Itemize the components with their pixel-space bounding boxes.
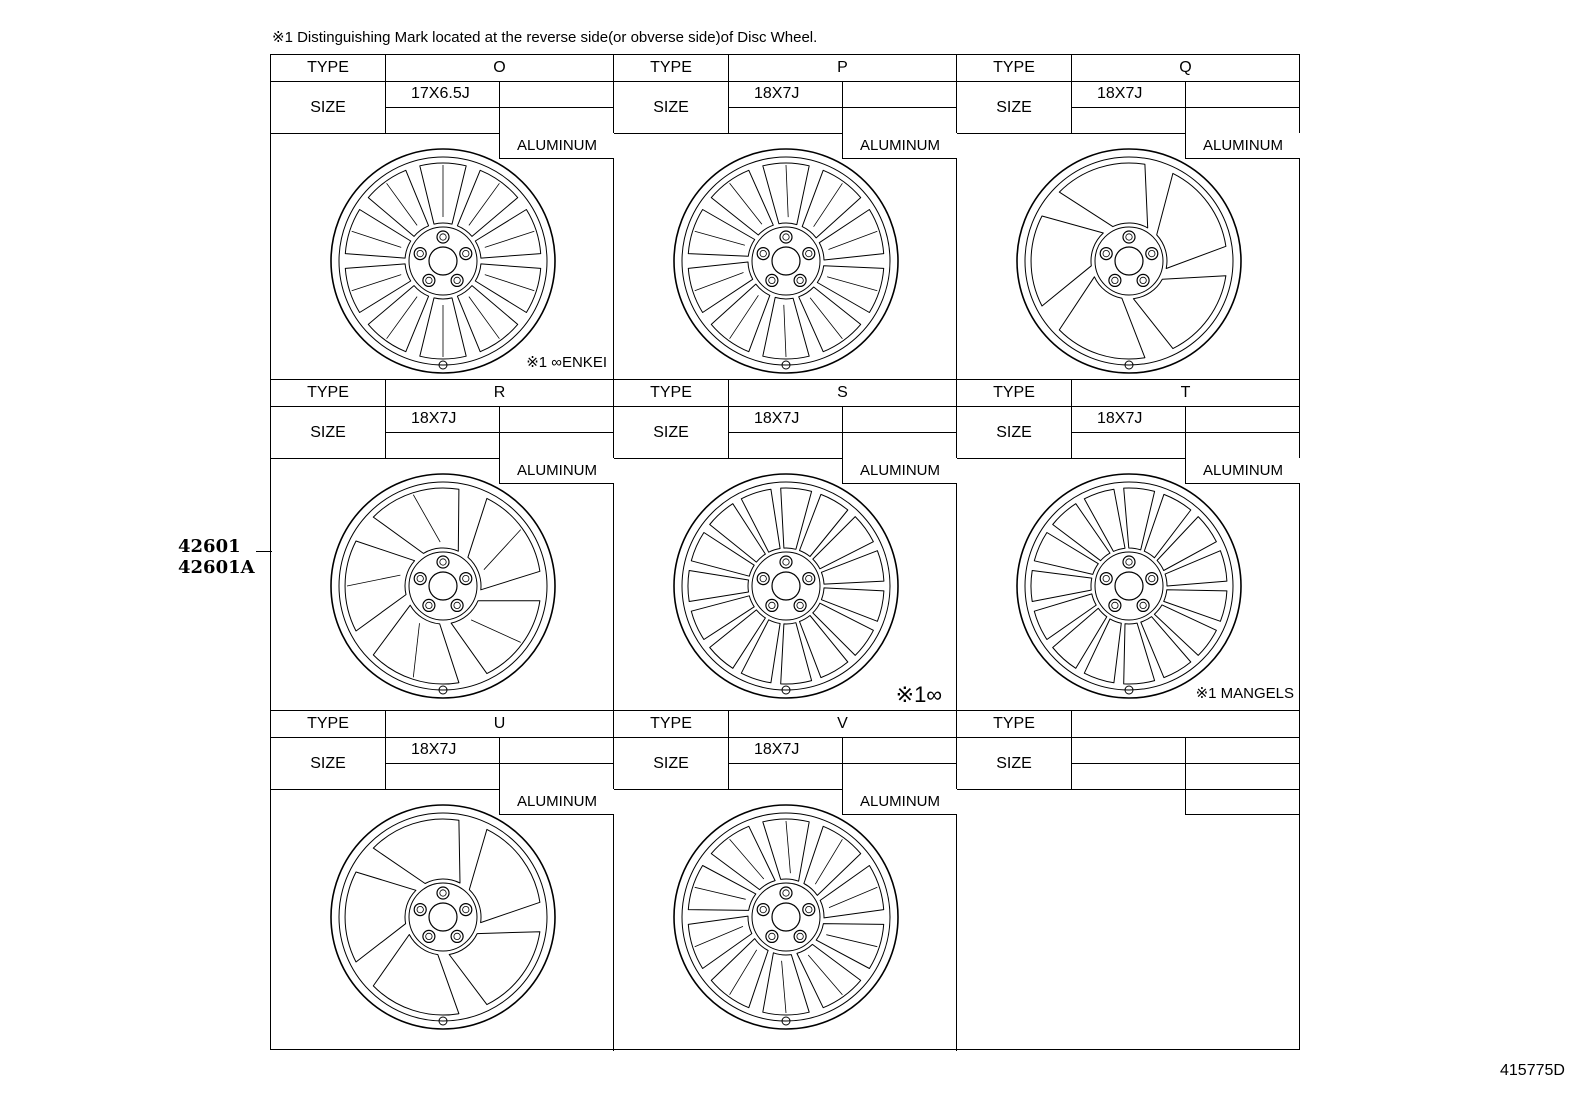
lug-nut [794, 930, 806, 942]
type-label: TYPE [993, 715, 1035, 732]
type-value: O [493, 59, 506, 76]
lug-nut-inner [805, 250, 811, 256]
type-label: TYPE [307, 384, 349, 401]
lug-nut-inner [462, 575, 468, 581]
part-number-callout [178, 536, 255, 578]
size-column-divider [499, 737, 500, 789]
spoke-window [819, 210, 883, 261]
size-value: 18X7J [754, 85, 800, 102]
lug-nut [414, 904, 426, 916]
center-bore [429, 572, 457, 600]
size-label: SIZE [310, 99, 346, 116]
lug-nut-inner [453, 933, 459, 939]
center-bore [429, 903, 457, 931]
center-bore [1115, 247, 1143, 275]
spoke-window [373, 935, 459, 1016]
lug-nut [422, 930, 434, 942]
lug-nut-inner [425, 602, 431, 608]
lug-nut [1137, 274, 1149, 286]
wheel-cell-u [271, 711, 614, 1051]
spoke-edge-line [347, 575, 400, 586]
lug-nut [757, 573, 769, 585]
size-label: SIZE [996, 755, 1032, 772]
lug-nut-inner [796, 277, 802, 283]
lug-nut-inner [425, 277, 431, 283]
spoke-edge-line [694, 926, 742, 946]
lug-nut [780, 887, 792, 899]
center-bore [429, 247, 457, 275]
type-value: R [493, 384, 506, 401]
hub-outer [1095, 227, 1163, 295]
lug-nut [459, 904, 471, 916]
size-column-divider [842, 81, 843, 133]
lug-nut-inner [462, 906, 468, 912]
lug-nut [802, 248, 814, 260]
lug-nut-inner [1125, 559, 1131, 565]
spoke-edge-line [484, 275, 534, 291]
spoke-window [469, 829, 540, 922]
wheel-drawing-u [327, 801, 559, 1033]
spoke-window [709, 504, 765, 562]
size-label: SIZE [653, 424, 689, 441]
type-label: TYPE [650, 715, 692, 732]
wheel-drawing-o [327, 145, 559, 377]
spoke-window [812, 517, 873, 569]
spoke-window [373, 488, 459, 553]
lug-nut [802, 573, 814, 585]
spoke-window [1059, 277, 1145, 359]
type-value: S [837, 384, 848, 401]
spoke-edge-line [786, 165, 788, 217]
type-value: V [837, 715, 848, 732]
lug-nut [414, 248, 426, 260]
spoke-edge-line [413, 495, 440, 542]
hub-outer [1095, 552, 1163, 620]
spoke-window [812, 603, 873, 655]
lug-nut [757, 248, 769, 260]
spoke-window [345, 210, 410, 259]
spoke-edge-line [813, 183, 842, 226]
lug-nut-inner [805, 906, 811, 912]
type-label: TYPE [307, 59, 349, 76]
rim-outer [1017, 474, 1241, 698]
rim-inner [339, 813, 547, 1021]
lug-nut-inner [768, 933, 774, 939]
lug-nut [451, 599, 463, 611]
wheel-cell-blank [957, 711, 1300, 1051]
spoke-edge-line [694, 887, 745, 899]
lug-nut-inner [782, 890, 788, 896]
spoke-edge-line [468, 297, 499, 339]
center-bore [772, 572, 800, 600]
material-label: ALUMINUM [842, 789, 957, 815]
size-value: 18X7J [411, 410, 457, 427]
spoke-window [1084, 619, 1121, 683]
spoke-edge-line [694, 231, 744, 245]
spoke-edge-line [351, 231, 401, 247]
wheel-cell-p [614, 55, 957, 380]
wheel-cell-v [614, 711, 957, 1051]
lug-nut [422, 274, 434, 286]
rim-outer [331, 805, 555, 1029]
spoke-window [820, 866, 884, 918]
spoke-window [449, 932, 540, 1005]
lug-nut-inner [439, 890, 445, 896]
type-value: Q [1179, 59, 1192, 76]
lug-nut [459, 248, 471, 260]
lug-nut-inner [782, 559, 788, 565]
spoke-window [688, 210, 754, 257]
spoke-window [762, 819, 808, 881]
spoke-edge-line [829, 887, 877, 907]
spoke-window [821, 551, 884, 584]
rim-inner [339, 482, 547, 690]
label-column-divider [1071, 711, 1072, 789]
lug-nut-inner [1139, 277, 1145, 283]
drawing-id: 415775D [1500, 1062, 1565, 1079]
lug-nut [437, 231, 449, 243]
type-label: TYPE [650, 59, 692, 76]
lug-nut-inner [1148, 250, 1154, 256]
size-value: 18X7J [1097, 85, 1143, 102]
spoke-window [1123, 623, 1154, 684]
spoke-edge-line [783, 305, 785, 357]
type-value: U [493, 715, 506, 732]
size-label: SIZE [310, 424, 346, 441]
spoke-window [1156, 173, 1225, 268]
material-label: ALUMINUM [499, 133, 614, 159]
spoke-window [1031, 216, 1103, 306]
spoke-window [741, 489, 780, 552]
spoke-window [799, 616, 847, 678]
spoke-window [1163, 590, 1226, 622]
spoke-edge-line [386, 297, 417, 339]
rim-inner [682, 813, 890, 1021]
spoke-edge-line [729, 950, 756, 995]
rim-inner [1025, 157, 1233, 365]
center-bore [1115, 572, 1143, 600]
spoke-window [467, 498, 539, 589]
rim-inner [1025, 482, 1233, 690]
spoke-edge-line [786, 821, 790, 873]
wheel-drawing-q [1013, 145, 1245, 377]
spoke-window [821, 588, 884, 621]
part-number-42601: 42601 [178, 536, 241, 557]
lug-nut [422, 599, 434, 611]
spoke-edge-line [471, 620, 521, 643]
type-label: TYPE [650, 384, 692, 401]
type-row-divider [957, 81, 1300, 82]
size-column-divider [842, 406, 843, 458]
spoke-window [817, 266, 883, 313]
type-row-divider [957, 406, 1300, 407]
wheel-cell-q [957, 55, 1300, 380]
spoke-window [373, 605, 459, 684]
lug-nut-inner [453, 277, 459, 283]
lug-nut [1108, 599, 1120, 611]
distinguishing-mark-note: ※1 Distinguishing Mark located at the reverse side(or obverse side)of Disc Wheel. [272, 29, 818, 46]
spoke-window [1052, 504, 1109, 561]
spoke-edge-line [484, 231, 534, 247]
type-value: T [1180, 384, 1191, 401]
wheel-drawing-p [670, 145, 902, 377]
lug-nut [1123, 556, 1135, 568]
wheel-cell-o [271, 55, 614, 380]
rim-inner [682, 482, 890, 690]
lug-nut [802, 904, 814, 916]
spoke-edge-line [483, 530, 520, 570]
type-value: P [837, 59, 848, 76]
type-row-divider [614, 81, 957, 82]
spoke-window [762, 953, 808, 1015]
size-column-divider [499, 81, 500, 133]
material-label: ALUMINUM [1185, 458, 1300, 484]
lug-nut [780, 556, 792, 568]
rim-outer [331, 474, 555, 698]
size-column-divider [1185, 406, 1186, 458]
lug-nut-inner [417, 906, 423, 912]
hub-outer [409, 227, 477, 295]
spoke-window [1034, 533, 1098, 575]
lug-nut [1145, 248, 1157, 260]
size-label: SIZE [653, 99, 689, 116]
distinguishing-mark: ※1∞ [895, 682, 942, 707]
lug-nut [1108, 274, 1120, 286]
type-label: TYPE [307, 715, 349, 732]
type-row-divider [957, 737, 1300, 738]
lug-nut [437, 556, 449, 568]
spoke-edge-line [828, 231, 877, 249]
wheel-cell-t [957, 380, 1300, 711]
spoke-window [345, 541, 415, 631]
wheel-drawing-t [1013, 470, 1245, 702]
material-label: ALUMINUM [842, 133, 957, 159]
spoke-window [1123, 488, 1154, 550]
spoke-window [688, 262, 752, 313]
lug-nut [794, 274, 806, 286]
lug-nut [437, 887, 449, 899]
spoke-window [687, 571, 748, 602]
spoke-window [345, 264, 410, 313]
lug-nut-inner [1139, 602, 1145, 608]
spoke-edge-line [827, 277, 877, 291]
lug-nut [1123, 231, 1135, 243]
spoke-edge-line [729, 839, 763, 879]
lug-nut [1145, 573, 1157, 585]
material-label: ALUMINUM [1185, 133, 1300, 159]
spoke-window [1133, 276, 1226, 349]
wheel-drawing-v [670, 801, 902, 1033]
size-column-divider [842, 737, 843, 789]
spoke-window [1052, 608, 1106, 668]
size-value: 17X6.5J [411, 85, 470, 102]
size-label: SIZE [310, 755, 346, 772]
spoke-edge-line [351, 275, 401, 291]
size-value: 18X7J [1097, 410, 1143, 427]
wheel-drawing-r [327, 470, 559, 702]
hub-outer [409, 883, 477, 951]
hub-outer [409, 552, 477, 620]
lug-nut [1100, 573, 1112, 585]
lug-nut-inner [1103, 250, 1109, 256]
distinguishing-mark: ※1 MANGELS [1195, 685, 1294, 702]
spoke-window [475, 264, 540, 313]
lug-nut-inner [768, 277, 774, 283]
size-column-divider [1185, 81, 1186, 133]
spoke-window [691, 533, 754, 577]
hub-outer [752, 883, 820, 951]
lug-nut-inner [796, 933, 802, 939]
type-row-divider [271, 406, 614, 407]
type-row-divider [271, 81, 614, 82]
lug-nut [794, 599, 806, 611]
lug-nut [451, 274, 463, 286]
size-column-divider [499, 406, 500, 458]
spoke-edge-line [808, 955, 842, 995]
spoke-window [691, 596, 754, 640]
spoke-window [780, 488, 811, 549]
spoke-window [1084, 489, 1125, 551]
material-label: ALUMINUM [499, 789, 614, 815]
spoke-window [1165, 551, 1227, 586]
lug-nut [765, 599, 777, 611]
type-row-divider [271, 737, 614, 738]
spoke-window [451, 601, 540, 674]
spoke-edge-line [413, 623, 419, 677]
type-label: TYPE [993, 384, 1035, 401]
lug-nut-inner [425, 933, 431, 939]
spoke-edge-line [468, 183, 499, 225]
type-row-divider [614, 406, 957, 407]
type-label: TYPE [993, 59, 1035, 76]
spoke-window [1059, 163, 1147, 228]
center-bore [772, 247, 800, 275]
wheel-cell-s [614, 380, 957, 711]
material-label: ALUMINUM [499, 458, 614, 484]
wheel-drawing-s [670, 470, 902, 702]
spoke-window [1157, 517, 1216, 571]
rim-outer [674, 805, 898, 1029]
lug-nut-inner [417, 575, 423, 581]
rim-inner [682, 157, 890, 365]
lug-nut-inner [782, 234, 788, 240]
spoke-edge-line [815, 839, 842, 884]
lug-nut [414, 573, 426, 585]
spoke-window [688, 916, 752, 968]
size-value: 18X7J [411, 741, 457, 758]
lug-nut [451, 930, 463, 942]
lug-nut-inner [760, 575, 766, 581]
size-value: 18X7J [754, 741, 800, 758]
lug-nut [459, 573, 471, 585]
lug-nut-inner [1103, 575, 1109, 581]
rim-outer [674, 474, 898, 698]
lug-nut-inner [417, 250, 423, 256]
rim-outer [1017, 149, 1241, 373]
type-row-divider [614, 737, 957, 738]
lug-nut-inner [805, 575, 811, 581]
material-box-empty [1185, 789, 1300, 815]
lug-nut-inner [1148, 575, 1154, 581]
lug-nut-inner [1111, 602, 1117, 608]
part-number-42601a: 42601A [178, 557, 255, 578]
wheel-type-table [270, 54, 1300, 1050]
material-label: ALUMINUM [842, 458, 957, 484]
spoke-edge-line [694, 273, 743, 291]
lug-nut [1100, 248, 1112, 260]
lug-nut [780, 231, 792, 243]
lug-nut [765, 930, 777, 942]
center-bore [772, 903, 800, 931]
lug-nut-inner [439, 559, 445, 565]
lug-nut [757, 904, 769, 916]
lug-nut-inner [796, 602, 802, 608]
distinguishing-mark: ※1 ∞ENKEI [526, 354, 607, 371]
spoke-window [475, 210, 540, 259]
spoke-window [373, 819, 460, 884]
hub-outer [752, 552, 820, 620]
lug-nut [765, 274, 777, 286]
lug-nut-inner [760, 906, 766, 912]
spoke-window [1140, 617, 1190, 678]
lug-nut-inner [768, 602, 774, 608]
spoke-edge-line [729, 295, 758, 338]
spoke-edge-line [826, 935, 877, 947]
spoke-window [799, 494, 847, 556]
spoke-edge-line [386, 183, 417, 225]
spoke-edge-line [781, 961, 785, 1013]
rim-outer [674, 149, 898, 373]
lug-nut-inner [453, 602, 459, 608]
size-label: SIZE [996, 424, 1032, 441]
spoke-window [709, 610, 765, 668]
lug-nut-inner [760, 250, 766, 256]
lug-nut-inner [462, 250, 468, 256]
wheel-cell-r [271, 380, 614, 711]
lug-nut-inner [1125, 234, 1131, 240]
size-label: SIZE [653, 755, 689, 772]
spoke-window [1034, 594, 1096, 640]
spoke-window [780, 623, 811, 684]
hub-outer [752, 227, 820, 295]
spoke-window [345, 872, 416, 962]
size-label: SIZE [996, 99, 1032, 116]
lug-nut-inner [1111, 277, 1117, 283]
spoke-window [741, 620, 780, 683]
size-value: 18X7J [754, 410, 800, 427]
lug-nut-inner [439, 234, 445, 240]
lug-nut [1137, 599, 1149, 611]
